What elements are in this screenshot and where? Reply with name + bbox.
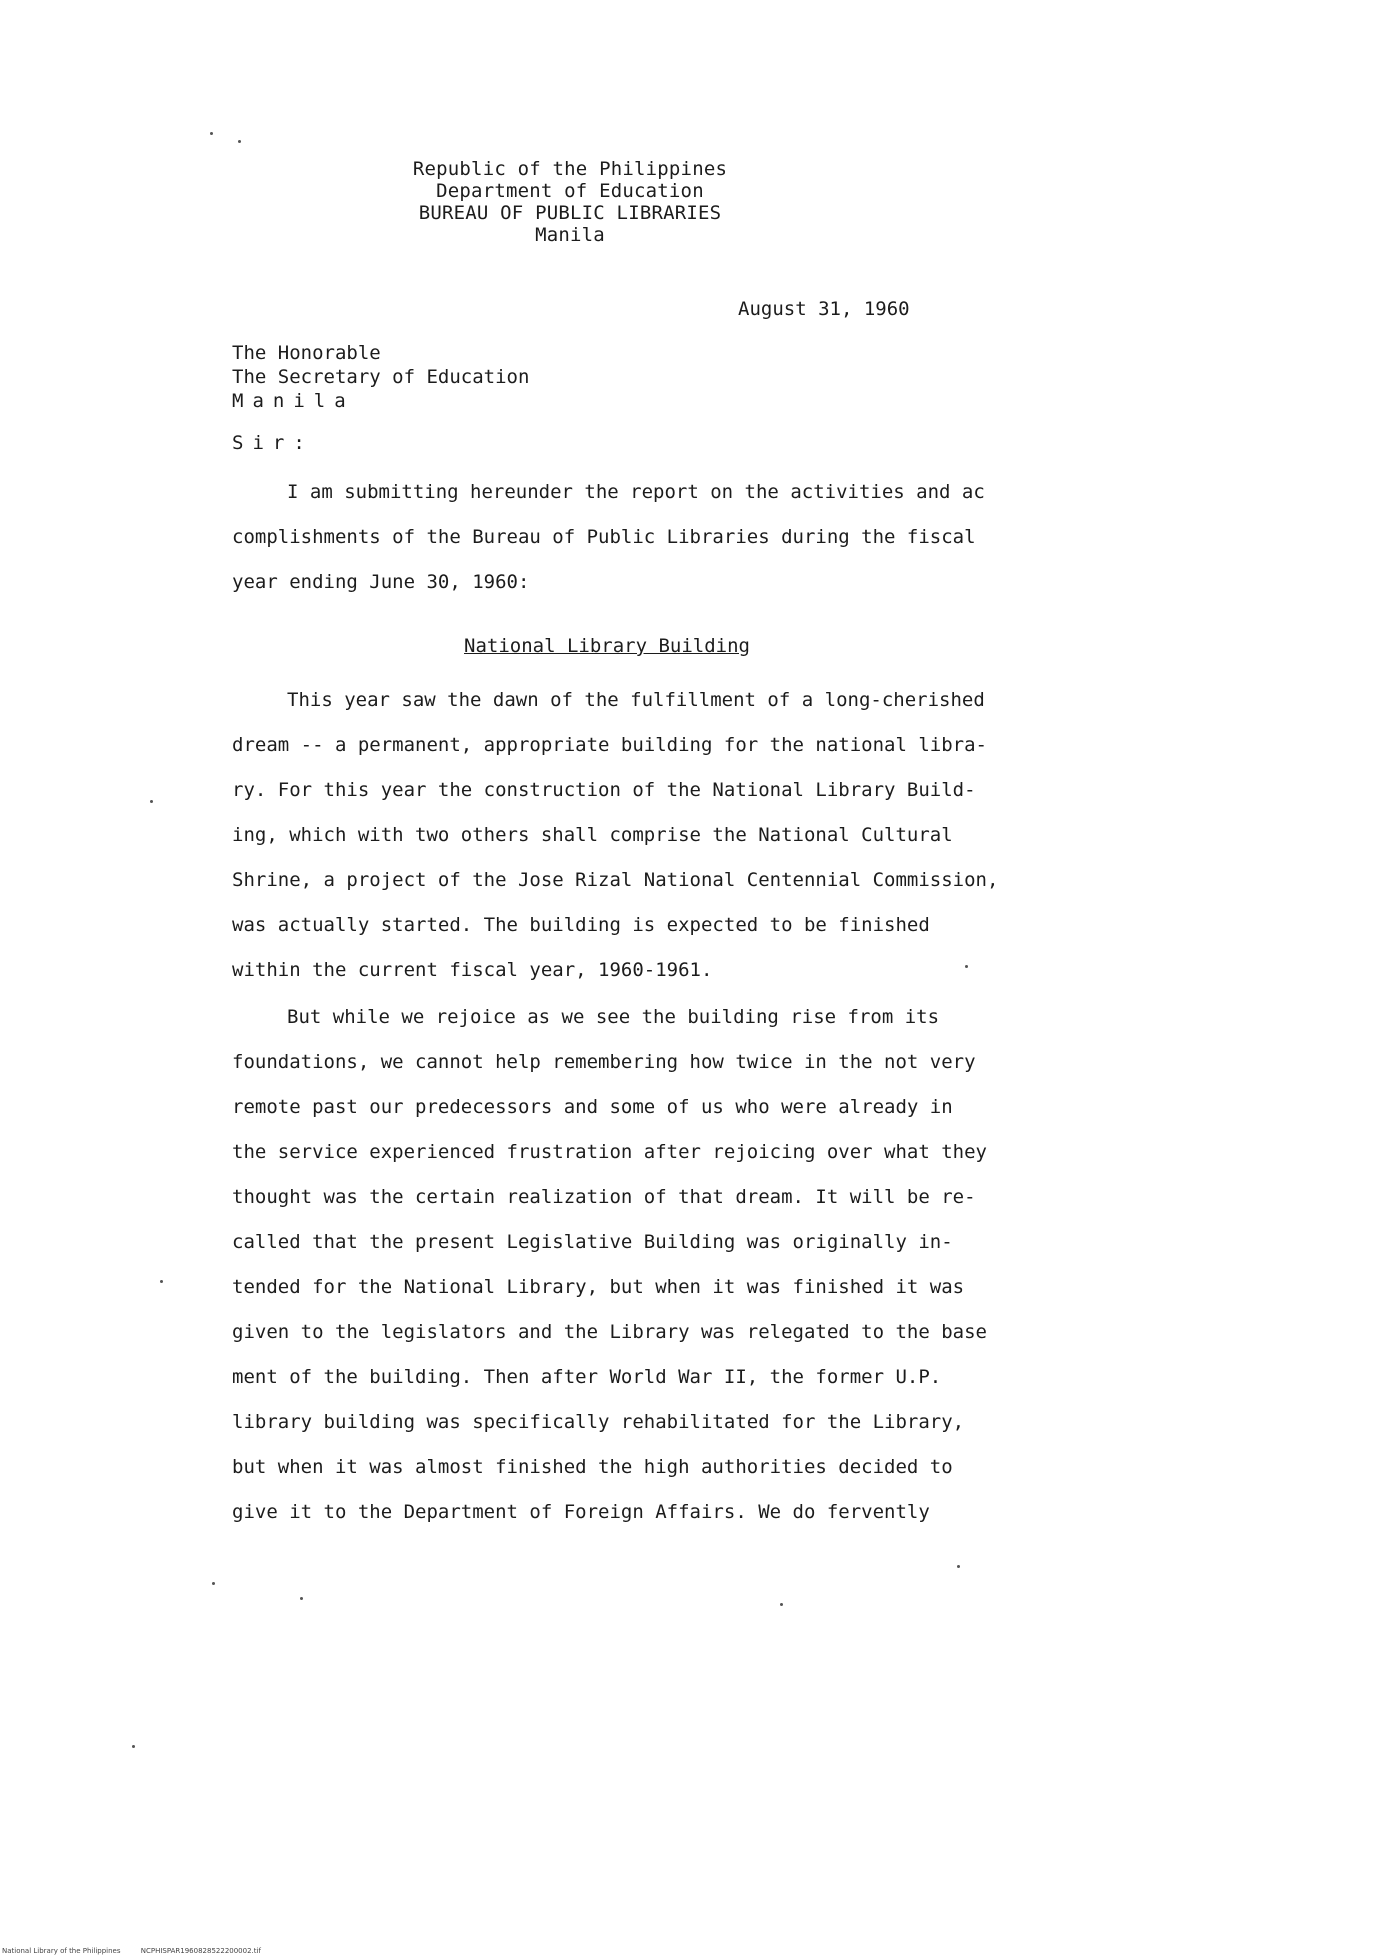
scan-speck [212, 1582, 215, 1585]
scan-speck [210, 132, 213, 135]
scan-speck [300, 1597, 303, 1600]
scan-speck [965, 965, 968, 968]
scan-speck [238, 140, 241, 143]
text-line: library building was specifically rehabilitated for the Library, [232, 1411, 965, 1433]
text-line: I am submitting hereunder the report on the activities and ac [287, 481, 985, 503]
text-line: complishments of the Bureau of Public Libraries during the fiscal [232, 526, 976, 548]
text-line: dream -- a permanent, appropriate building for the national libra- [232, 734, 987, 756]
text-line: foundations, we cannot help remembering how twice in the not very [232, 1051, 976, 1073]
text-line: year ending June 30, 1960: [232, 571, 530, 593]
recipient-city: Manila [232, 390, 355, 412]
scan-speck [957, 1565, 960, 1568]
text-line: the service experienced frustration after rejoicing over what they [232, 1141, 987, 1163]
letter-date: August 31, 1960 [738, 298, 910, 320]
text-line: thought was the certain realization of that dream. It will be re- [232, 1186, 976, 1208]
paragraph-history [232, 995, 992, 1535]
text-line: within the current fiscal year, 1960-1961. [232, 959, 713, 981]
text-line: ing, which with two others shall comprise the National Cultural [232, 824, 953, 846]
text-line: ry. For this year the construction of the National Library Build- [232, 779, 976, 801]
scan-speck [160, 1280, 163, 1283]
scan-footer [2, 1947, 279, 1955]
footer-institution: National Library of the Philippines [2, 1947, 121, 1955]
paragraph-national-library [232, 678, 999, 993]
text-line: given to the legislators and the Library was relegated to the base [232, 1321, 987, 1343]
letterhead-republic: Republic of the Philippines [412, 158, 728, 180]
scan-speck [150, 800, 153, 803]
text-line: give it to the Department of Foreign Affairs. We do fervently [232, 1501, 930, 1523]
text-line: but when it was almost finished the high authorities decided to [232, 1456, 953, 1478]
text-line: This year saw the dawn of the fulfillment of a long-cherished [287, 689, 985, 711]
scan-speck [780, 1603, 783, 1606]
letterhead-department: Department of Education [436, 180, 704, 202]
recipient-title: The Honorable [232, 342, 381, 364]
text-line: Shrine, a project of the Jose Rizal National Centennial Commission, [232, 869, 999, 891]
recipient-block [232, 341, 529, 413]
text-line: But while we rejoice as we see the building rise from its [287, 1006, 940, 1028]
letterhead-city: Manila [535, 224, 605, 246]
text-line: was actually started. The building is expected to be finished [232, 914, 930, 936]
text-line: ment of the building. Then after World War II, the former U.P. [232, 1366, 942, 1388]
intro-paragraph [232, 470, 992, 605]
section-heading: National Library Building [464, 635, 750, 657]
salutation: Sir: [232, 432, 314, 454]
footer-file-id: NCPHISPAR1960828522200002.tif [140, 1947, 261, 1955]
letterhead [330, 158, 810, 246]
text-line: remote past our predecessors and some of us who were already in [232, 1096, 953, 1118]
recipient-office: The Secretary of Education [232, 366, 530, 388]
text-line: tended for the National Library, but when it was finished it was [232, 1276, 965, 1298]
scan-speck [132, 1745, 135, 1748]
letterhead-bureau: BUREAU OF PUBLIC LIBRARIES [418, 202, 722, 224]
text-line: called that the present Legislative Building was originally in- [232, 1231, 953, 1253]
